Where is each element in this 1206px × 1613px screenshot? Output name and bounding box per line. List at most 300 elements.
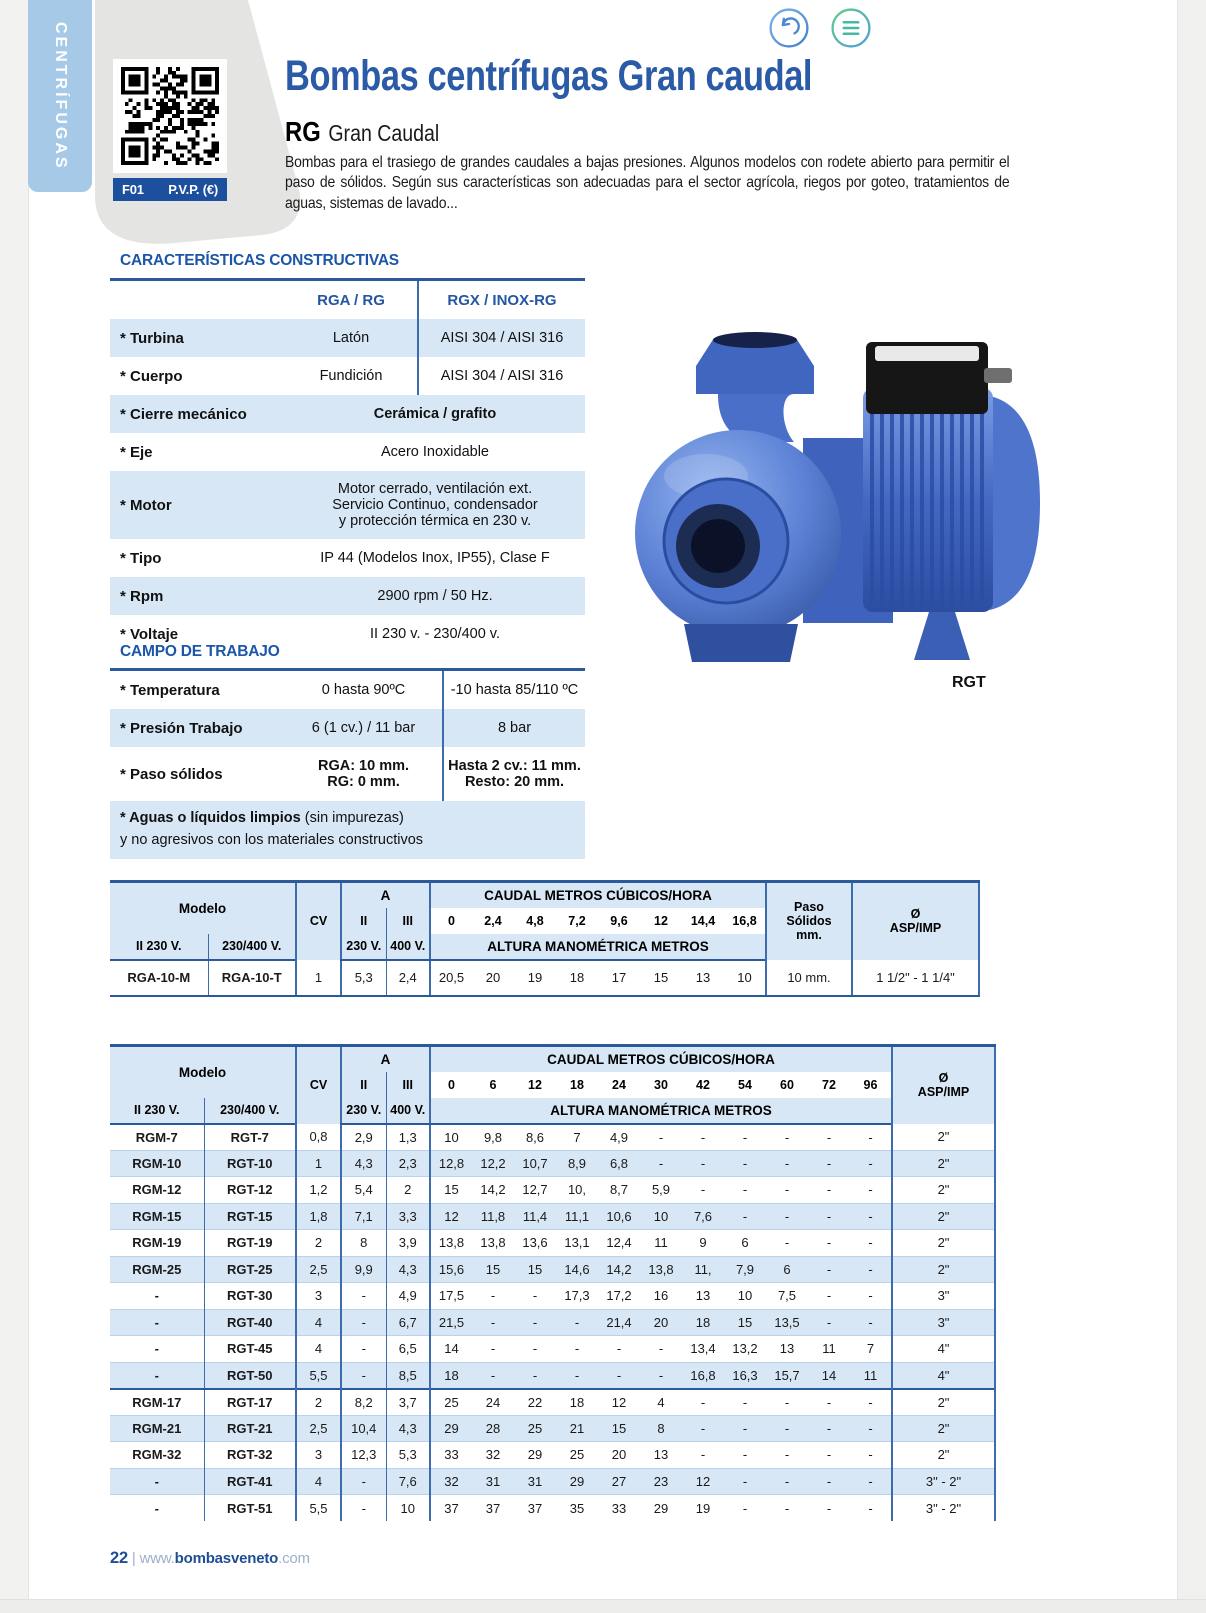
flow-col-header: 72 bbox=[808, 1072, 850, 1098]
head-value-cell: 16,8 bbox=[682, 1362, 724, 1389]
head-value-cell: 7 bbox=[573, 1129, 581, 1145]
flow-col-header: 9,6 bbox=[598, 908, 640, 934]
amps-header: A bbox=[341, 882, 430, 908]
head-value-cell: - bbox=[724, 1389, 766, 1416]
model-tri-cell: RGT-30 bbox=[204, 1283, 296, 1310]
head-value-cell: 15 bbox=[472, 1256, 514, 1283]
empty-cell bbox=[110, 280, 285, 320]
head-value-cell: - bbox=[658, 1129, 664, 1145]
amps-400v-header: 400 V. bbox=[386, 1098, 430, 1124]
head-value-cell: 6,8 bbox=[598, 1150, 640, 1177]
head-value-cell: - bbox=[850, 1468, 892, 1495]
head-value-cell: - bbox=[724, 1203, 766, 1230]
asp-imp-header: Ø ASP/IMP bbox=[892, 1046, 995, 1124]
hamburger-menu-icon bbox=[830, 7, 872, 49]
head-value-cell: - bbox=[724, 1415, 766, 1442]
amps-400v-cell: 3,9 bbox=[386, 1230, 430, 1257]
spec-value: AISI 304 / AISI 316 bbox=[418, 357, 585, 395]
head-value-cell: 13 bbox=[766, 1336, 808, 1363]
model-tri-cell: RGA-10-T bbox=[208, 960, 296, 996]
spec-note: * Aguas o líquidos limpios (sin impurezas) y no agresivos con los materiales constructivos bbox=[110, 801, 585, 859]
head-value-cell: 11 bbox=[850, 1362, 892, 1389]
pump-data-row bbox=[110, 1150, 995, 1177]
head-value-cell: 8,6 bbox=[525, 1129, 545, 1145]
head-value-cell: - bbox=[766, 1389, 808, 1416]
model-tri-cell: RGT-51 bbox=[204, 1495, 296, 1522]
head-value-cell: 29 bbox=[514, 1442, 556, 1469]
head-value-cell: - bbox=[808, 1415, 850, 1442]
head-value-cell: 6 bbox=[724, 1230, 766, 1257]
head-value-cell: 20 bbox=[640, 1309, 682, 1336]
head-value-cell: 21,4 bbox=[598, 1309, 640, 1336]
head-value-cell: - bbox=[640, 1336, 682, 1363]
series-description: Bombas para el trasiego de grandes caudales a bajas presiones. Algunos modelos con rodete abierto para permitir el paso de sólidos. Según sus características son adecuadas para el sector agrícola, riegos por goteo, tratamientos de aguas, sistemas de lavado... bbox=[285, 154, 1010, 212]
model-mono-cell: - bbox=[110, 1283, 204, 1310]
spec-value: Acero Inoxidable bbox=[380, 444, 489, 460]
cv-cell: 2,5 bbox=[296, 1415, 341, 1442]
model-tri-cell: RGT-40 bbox=[204, 1309, 296, 1336]
asp-imp-cell: 4" bbox=[892, 1362, 995, 1389]
amps-400v-cell: 4,9 bbox=[386, 1283, 430, 1310]
spec-header-row bbox=[110, 280, 585, 320]
series-name: Gran Caudal bbox=[328, 120, 440, 146]
cv-cell: 4 bbox=[296, 1468, 341, 1495]
head-value-cell: - bbox=[766, 1203, 808, 1230]
cv-cell: 5,5 bbox=[296, 1362, 341, 1389]
amps-230v-cell: 5,3 bbox=[341, 960, 386, 996]
head-value-cell: 15 bbox=[598, 1415, 640, 1442]
head-value-cell: - bbox=[766, 1415, 808, 1442]
phase-ii-header: II bbox=[341, 1072, 386, 1098]
model-mono-cell: - bbox=[110, 1336, 204, 1363]
amps-400v-cell: 1,3 bbox=[386, 1124, 430, 1151]
spec-row bbox=[110, 539, 585, 577]
site-url: bombasveneto bbox=[174, 1550, 279, 1567]
head-value-cell: - bbox=[640, 1150, 682, 1177]
head-value-cell: - bbox=[850, 1495, 892, 1522]
head-value-cell: - bbox=[808, 1389, 850, 1416]
flow-col-header: 16,8 bbox=[724, 908, 766, 934]
amps-400v-cell: 6,5 bbox=[386, 1336, 430, 1363]
head-value-cell: - bbox=[766, 1495, 808, 1522]
head-value-cell: 31 bbox=[514, 1468, 556, 1495]
head-value-cell: - bbox=[808, 1203, 850, 1230]
flow-col-header: 6 bbox=[472, 1072, 514, 1098]
head-value-cell: - bbox=[808, 1177, 850, 1204]
cv-cell: 2,5 bbox=[296, 1256, 341, 1283]
spec-label: * Paso sólidos bbox=[120, 765, 223, 783]
asp-imp-cell: 2" bbox=[892, 1230, 995, 1257]
pump-data-row bbox=[110, 1495, 995, 1522]
cv-cell: 3 bbox=[296, 1442, 341, 1469]
page-edge-bottom bbox=[0, 1599, 1206, 1613]
head-value-cell: 15 bbox=[640, 960, 682, 996]
head-value-cell: 10,6 bbox=[598, 1203, 640, 1230]
head-value-cell: - bbox=[850, 1415, 892, 1442]
model-mono-cell: RGM-10 bbox=[110, 1150, 204, 1177]
amps-header: A bbox=[341, 1046, 430, 1072]
reference-code: F01 bbox=[122, 182, 144, 197]
spec-row bbox=[110, 395, 585, 433]
page-footer bbox=[110, 1549, 310, 1568]
head-value-cell: 21,5 bbox=[430, 1309, 472, 1336]
spec-value: II 230 v. - 230/400 v. bbox=[369, 626, 501, 642]
amps-230v-cell: 8,2 bbox=[341, 1389, 386, 1416]
head-value-cell: 24 bbox=[472, 1389, 514, 1416]
head-value-cell: 31 bbox=[472, 1468, 514, 1495]
spec-label: * Turbina bbox=[110, 319, 285, 357]
amps-400v-cell: 2,3 bbox=[386, 1150, 430, 1177]
head-value-cell: 29 bbox=[556, 1468, 598, 1495]
pump-data-row bbox=[110, 1124, 995, 1151]
head-value-cell: 14,2 bbox=[472, 1177, 514, 1204]
spec-value: Hasta 2 cv.: 11 mm. Resto: 20 mm. bbox=[443, 747, 585, 801]
head-value-cell: 29 bbox=[640, 1495, 682, 1522]
head-value-cell: - bbox=[850, 1309, 892, 1336]
amps-230v-cell: - bbox=[341, 1336, 386, 1363]
flow-col-header: 14,4 bbox=[682, 908, 724, 934]
head-value-cell: 6 bbox=[766, 1256, 808, 1283]
asp-imp-header: Ø ASP/IMP bbox=[852, 882, 979, 960]
head-value-cell: 12,8 bbox=[430, 1150, 472, 1177]
spec-value: 6 (1 cv.) / 11 bar bbox=[285, 709, 443, 747]
head-value-cell: 7,5 bbox=[766, 1283, 808, 1310]
head-value-cell: - bbox=[724, 1442, 766, 1469]
head-value-cell: - bbox=[682, 1442, 724, 1469]
spec-label: * Temperatura bbox=[120, 681, 220, 699]
cv-cell: 4 bbox=[296, 1309, 341, 1336]
head-value-cell: - bbox=[514, 1283, 556, 1310]
flow-col-header: 24 bbox=[598, 1072, 640, 1098]
column-header: RGX / INOX-RG bbox=[418, 280, 585, 320]
head-value-cell: 10 bbox=[724, 1283, 766, 1310]
series-heading bbox=[285, 116, 439, 148]
head-value-cell: 15 bbox=[514, 1256, 556, 1283]
model-230v-header: II 230 V. bbox=[110, 934, 208, 960]
head-value-cell: 13,5 bbox=[766, 1309, 808, 1336]
head-value-cell: 20 bbox=[472, 960, 514, 996]
head-value-cell: 13,6 bbox=[514, 1230, 556, 1257]
pump-data-row bbox=[110, 1362, 995, 1389]
spec-value: Latón bbox=[285, 319, 418, 357]
menu-button[interactable] bbox=[830, 7, 872, 49]
head-value-cell: - bbox=[850, 1389, 892, 1416]
head-value-cell: - bbox=[514, 1336, 556, 1363]
spec-label: * Cierre mecánico bbox=[110, 395, 285, 433]
head-value-cell: 37 bbox=[430, 1495, 472, 1522]
cv-cell: 0,8 bbox=[296, 1124, 341, 1151]
amps-400v-cell: 3,3 bbox=[386, 1203, 430, 1230]
cv-cell: 2 bbox=[296, 1230, 341, 1257]
model-tri-cell: RGT-21 bbox=[204, 1415, 296, 1442]
model-400v-header: 230/400 V. bbox=[204, 1098, 296, 1124]
asp-imp-cell: 2" bbox=[892, 1256, 995, 1283]
footer-separator: | bbox=[131, 1550, 136, 1567]
pump-data-row bbox=[110, 1256, 995, 1283]
pump-data-row bbox=[110, 1309, 995, 1336]
model-mono-cell: RGM-15 bbox=[110, 1203, 204, 1230]
head-value-cell: 14 bbox=[430, 1336, 472, 1363]
head-value-cell: 11, bbox=[682, 1256, 724, 1283]
head-value-cell: 20,5 bbox=[430, 960, 472, 996]
cv-cell: 5,5 bbox=[296, 1495, 341, 1522]
head-value-cell: - bbox=[808, 1283, 850, 1310]
model-mono-cell: RGM-25 bbox=[110, 1256, 204, 1283]
amps-400v-cell: 2,4 bbox=[386, 960, 430, 996]
head-value-cell: 11,4 bbox=[514, 1203, 556, 1230]
head-value-cell: - bbox=[724, 1468, 766, 1495]
qr-code bbox=[113, 59, 227, 173]
spec-row bbox=[110, 433, 585, 471]
page-edge-right bbox=[1177, 0, 1206, 1613]
rga-performance-table bbox=[110, 880, 980, 997]
head-value-cell: 33 bbox=[598, 1495, 640, 1522]
flow-col-header: 2,4 bbox=[472, 908, 514, 934]
head-value-cell: 18 bbox=[682, 1309, 724, 1336]
head-value-cell: - bbox=[808, 1468, 850, 1495]
asp-imp-cell: 2" bbox=[892, 1203, 995, 1230]
model-tri-cell: RGT-7 bbox=[204, 1124, 296, 1151]
head-value-cell: 13,2 bbox=[724, 1336, 766, 1363]
model-tri-cell: RGT-41 bbox=[204, 1468, 296, 1495]
flow-col-header: 30 bbox=[640, 1072, 682, 1098]
spec-value: 0 hasta 90ºC bbox=[321, 682, 406, 698]
altura-header: ALTURA MANOMÉTRICA METROS bbox=[430, 934, 766, 960]
campo-table bbox=[110, 668, 585, 859]
head-value-cell: 14,2 bbox=[598, 1256, 640, 1283]
head-value-cell: 10 bbox=[640, 1203, 682, 1230]
head-value-cell: - bbox=[682, 1177, 724, 1204]
head-value-cell: 37 bbox=[472, 1495, 514, 1522]
asp-imp-cell: 2" bbox=[892, 1389, 995, 1416]
head-value-cell: 15 bbox=[430, 1177, 472, 1204]
head-value-cell: - bbox=[682, 1150, 724, 1177]
spec-value: 2900 rpm / 50 Hz. bbox=[285, 577, 585, 615]
cv-cell: 3 bbox=[296, 1283, 341, 1310]
flow-col-header: 18 bbox=[556, 1072, 598, 1098]
head-value-cell: 33 bbox=[430, 1442, 472, 1469]
head-value-cell: 10 bbox=[724, 960, 766, 996]
spec-value: Fundición bbox=[319, 368, 383, 384]
head-value-cell: 7,6 bbox=[682, 1203, 724, 1230]
amps-230v-cell: - bbox=[341, 1283, 386, 1310]
head-value-cell: 13 bbox=[682, 1283, 724, 1310]
head-value-cell: 14,6 bbox=[556, 1256, 598, 1283]
head-value-cell: 8,7 bbox=[598, 1177, 640, 1204]
model-mono-cell: RGM-32 bbox=[110, 1442, 204, 1469]
head-value-cell: - bbox=[826, 1129, 832, 1145]
model-mono-cell: - bbox=[110, 1468, 204, 1495]
amps-230v-cell: - bbox=[341, 1468, 386, 1495]
undo-arrow-icon bbox=[768, 7, 810, 49]
head-value-cell: - bbox=[682, 1415, 724, 1442]
head-value-cell: 13,4 bbox=[682, 1336, 724, 1363]
head-value-cell: - bbox=[766, 1442, 808, 1469]
head-value-cell: - bbox=[850, 1442, 892, 1469]
head-value-cell: 13,8 bbox=[472, 1230, 514, 1257]
cv-cell: 1 bbox=[296, 1150, 341, 1177]
head-value-cell: 13,8 bbox=[640, 1256, 682, 1283]
head-value-cell: 12,7 bbox=[514, 1177, 556, 1204]
head-value-cell: - bbox=[556, 1362, 598, 1389]
head-value-cell: 11 bbox=[640, 1230, 682, 1257]
spec-value: AISI 304 / AISI 316 bbox=[418, 319, 585, 357]
amps-230v-cell: 8 bbox=[341, 1230, 386, 1257]
rg-performance-table bbox=[110, 1044, 996, 1521]
model-mono-cell: RGM-19 bbox=[110, 1230, 204, 1257]
amps-400v-header: 400 V. bbox=[386, 934, 430, 960]
head-value-cell: 5,9 bbox=[640, 1177, 682, 1204]
head-value-cell: 15 bbox=[724, 1309, 766, 1336]
spec-value: Motor cerrado, ventilación ext. Servicio Continuo, condensador y protección térmica en 230 v. bbox=[285, 471, 585, 539]
head-value-cell: 11 bbox=[808, 1336, 850, 1363]
asp-imp-cell: 4" bbox=[892, 1336, 995, 1363]
model-tri-cell: RGT-32 bbox=[204, 1442, 296, 1469]
head-value-cell: 22 bbox=[514, 1389, 556, 1416]
sidebar-tab-centrifugas[interactable] bbox=[28, 0, 92, 192]
amps-400v-cell: 4,3 bbox=[386, 1256, 430, 1283]
cv-cell: 1 bbox=[296, 960, 341, 996]
head-value-cell: - bbox=[808, 1495, 850, 1522]
head-value-cell: 9 bbox=[682, 1230, 724, 1257]
head-value-cell: 25 bbox=[430, 1389, 472, 1416]
head-value-cell: - bbox=[784, 1129, 790, 1145]
amps-230v-cell: - bbox=[341, 1309, 386, 1336]
amps-230v-header: 230 V. bbox=[341, 934, 386, 960]
head-value-cell: - bbox=[556, 1309, 598, 1336]
model-tri-cell: RGT-12 bbox=[204, 1177, 296, 1204]
spec-row bbox=[110, 577, 585, 615]
spec-row bbox=[110, 670, 585, 710]
head-value-cell: 20 bbox=[598, 1442, 640, 1469]
cv-cell: 1,2 bbox=[296, 1177, 341, 1204]
flow-col-header: 54 bbox=[724, 1072, 766, 1098]
back-button[interactable] bbox=[768, 7, 810, 49]
spec-row bbox=[110, 709, 585, 747]
pump-data-row bbox=[110, 1415, 995, 1442]
spec-value: IP 44 (Modelos Inox, IP55), Clase F bbox=[320, 550, 550, 566]
head-value-cell: 19 bbox=[682, 1495, 724, 1522]
page-title: Bombas centrífugas Gran caudal bbox=[285, 52, 813, 100]
flow-col-header: 7,2 bbox=[556, 908, 598, 934]
head-value-cell: 13 bbox=[640, 1442, 682, 1469]
site-url-suffix: .com bbox=[278, 1550, 310, 1567]
head-value-cell: 11,8 bbox=[472, 1203, 514, 1230]
head-value-cell: 17,3 bbox=[556, 1283, 598, 1310]
head-value-cell: - bbox=[514, 1309, 556, 1336]
amps-230v-cell: 12,3 bbox=[341, 1442, 386, 1469]
pump-front-foot bbox=[684, 624, 798, 662]
amps-400v-cell: 4,3 bbox=[386, 1415, 430, 1442]
caudal-header: CAUDAL METROS CÚBICOS/HORA bbox=[430, 882, 766, 908]
spec-value: Cerámica / grafito bbox=[285, 395, 585, 433]
pump-data-row bbox=[110, 1283, 995, 1310]
reference-pvp-bar bbox=[113, 178, 227, 201]
head-value-cell: - bbox=[742, 1129, 748, 1145]
spec-label: * Eje bbox=[120, 443, 153, 461]
head-value-cell: - bbox=[808, 1309, 850, 1336]
flow-col-header: 0 bbox=[430, 1072, 472, 1098]
section-title-campo: CAMPO DE TRABAJO bbox=[120, 643, 280, 660]
pump-data-row bbox=[110, 1230, 995, 1257]
phase-iii-header: III bbox=[386, 1072, 430, 1098]
model-400v-header: 230/400 V. bbox=[208, 934, 296, 960]
asp-imp-cell: 2" bbox=[892, 1150, 995, 1177]
head-value-cell: 21 bbox=[556, 1415, 598, 1442]
spec-row bbox=[110, 357, 585, 395]
caracteristicas-table bbox=[110, 278, 585, 653]
cv-cell: 1,8 bbox=[296, 1203, 341, 1230]
head-value-cell: - bbox=[724, 1177, 766, 1204]
spec-note-row bbox=[110, 801, 585, 859]
site-url-prefix: www. bbox=[139, 1550, 175, 1567]
head-value-cell: 37 bbox=[514, 1495, 556, 1522]
head-value-cell: 12 bbox=[430, 1203, 472, 1230]
spec-label: * Tipo bbox=[120, 549, 162, 567]
head-value-cell: 11,1 bbox=[556, 1203, 598, 1230]
head-value-cell: 15,7 bbox=[766, 1362, 808, 1389]
head-value-cell: 4 bbox=[640, 1389, 682, 1416]
head-value-cell: 17,2 bbox=[598, 1283, 640, 1310]
head-value-cell: - bbox=[850, 1256, 892, 1283]
model-mono-cell: RGM-17 bbox=[110, 1389, 204, 1416]
head-value-cell: - bbox=[640, 1362, 682, 1389]
head-value-cell: 18 bbox=[556, 1389, 598, 1416]
page-edge-left bbox=[0, 0, 29, 1613]
head-value-cell: 12,2 bbox=[472, 1150, 514, 1177]
paso-solidos-header: Paso Sólidos mm. bbox=[766, 882, 852, 960]
phase-ii-header: II bbox=[341, 908, 386, 934]
amps-400v-cell: 3,7 bbox=[386, 1389, 430, 1416]
model-mono-cell: RGM-21 bbox=[110, 1415, 204, 1442]
head-value-cell: 13,1 bbox=[556, 1230, 598, 1257]
asp-imp-cell: 2" bbox=[892, 1124, 995, 1151]
cv-cell: 4 bbox=[296, 1336, 341, 1363]
cv-header: CV bbox=[296, 1046, 341, 1124]
head-value-cell: - bbox=[682, 1389, 724, 1416]
model-mono-cell: RGA-10-M bbox=[110, 960, 208, 996]
head-value-cell: - bbox=[808, 1150, 850, 1177]
flow-col-header: 42 bbox=[682, 1072, 724, 1098]
head-value-cell: 18 bbox=[430, 1362, 472, 1389]
flow-col-header: 12 bbox=[640, 908, 682, 934]
head-value-cell: - bbox=[472, 1309, 514, 1336]
head-value-cell: 12 bbox=[682, 1468, 724, 1495]
asp-imp-cell: 1 1/2" - 1 1/4" bbox=[852, 960, 979, 996]
model-mono-cell: - bbox=[110, 1362, 204, 1389]
head-value-cell: 10,7 bbox=[514, 1150, 556, 1177]
pump-data-row bbox=[110, 1442, 995, 1469]
model-tri-cell: RGT-15 bbox=[204, 1203, 296, 1230]
model-tri-cell: RGT-45 bbox=[204, 1336, 296, 1363]
head-value-cell: - bbox=[598, 1336, 640, 1363]
model-tri-cell: RGT-50 bbox=[204, 1362, 296, 1389]
pump-data-row bbox=[110, 960, 979, 996]
head-value-cell: - bbox=[850, 1177, 892, 1204]
amps-230v-cell: 5,4 bbox=[341, 1177, 386, 1204]
head-value-cell: - bbox=[808, 1230, 850, 1257]
spec-label: * Cuerpo bbox=[120, 367, 183, 385]
column-header: RGA / RG bbox=[317, 291, 385, 309]
asp-imp-cell: 2" bbox=[892, 1177, 995, 1204]
modelo-header: Modelo bbox=[110, 1046, 296, 1098]
model-tri-cell: RGT-19 bbox=[204, 1230, 296, 1257]
asp-imp-cell: 2" bbox=[892, 1415, 995, 1442]
pump-data-row bbox=[110, 1336, 995, 1363]
series-code: RG bbox=[285, 116, 321, 147]
head-value-cell: 14 bbox=[808, 1362, 850, 1389]
asp-imp-cell: 2" bbox=[892, 1442, 995, 1469]
